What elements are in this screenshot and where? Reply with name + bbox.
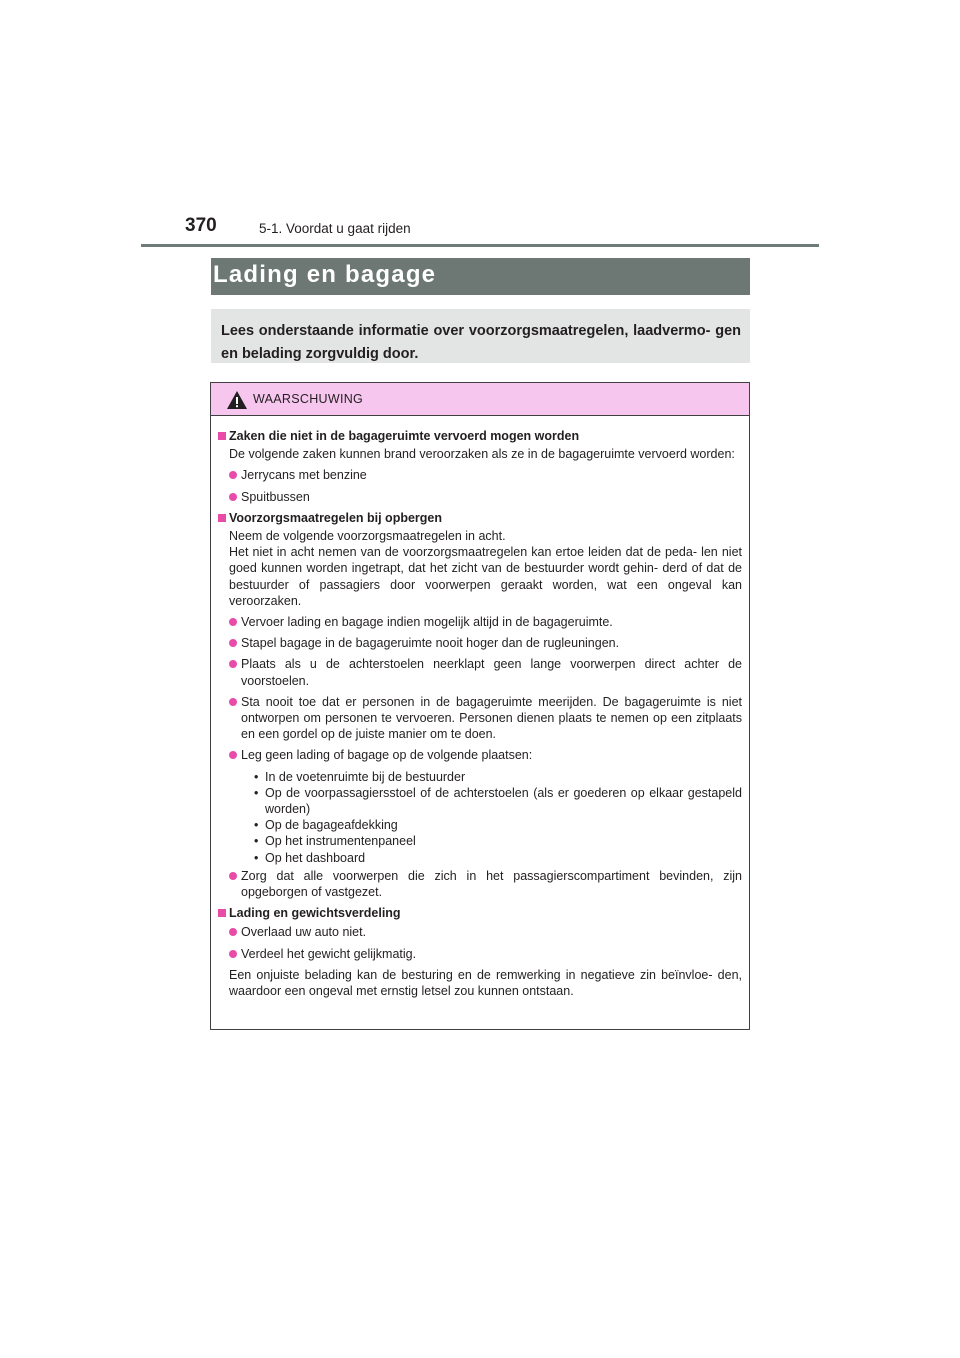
- dot-bullet-icon: [229, 698, 237, 706]
- paragraph: Neem de volgende voorzorgsmaatregelen in acht.: [229, 529, 506, 544]
- list-item-text: Leg geen lading of bagage op de volgende plaatsen:: [241, 748, 533, 763]
- list-item-text: Plaats als u de achterstoelen neerklapt geen lange voorwerpen direct achter de voorstoelen.: [241, 657, 742, 688]
- section-heading-text: Lading en gewichtsverdeling: [229, 906, 401, 921]
- list-item-text: Overlaad uw auto niet.: [241, 925, 367, 940]
- list-item-text: Jerrycans met benzine: [241, 468, 367, 483]
- list-item: [218, 694, 742, 743]
- section-label: 5-1. Voordat u gaat rijden: [259, 221, 411, 236]
- square-bullet-icon: [218, 432, 226, 440]
- list-item-text: Spuitbussen: [241, 489, 310, 504]
- title-bar: [211, 258, 750, 295]
- sub-bullet-icon: •: [254, 834, 259, 849]
- list-item-text: Stapel bagage in de bagageruimte nooit hoger dan de rugleuningen.: [241, 636, 620, 651]
- sub-list-item: [253, 769, 742, 785]
- list-item: [218, 467, 742, 483]
- section-heading-text: Zaken die niet in de bagageruimte vervoerd mogen worden: [229, 429, 580, 443]
- dot-bullet-icon: [229, 493, 237, 501]
- list-item: [218, 656, 742, 688]
- section-heading: [218, 510, 742, 526]
- list-item: [218, 868, 742, 900]
- sub-list-item: [253, 833, 742, 849]
- list-item: [218, 614, 742, 630]
- header-divider: [141, 244, 819, 247]
- list-item-text: Zorg dat alle voorwerpen die zich in het passagierscompartiment bevinden, zijn opgeborgen of vastgezet.: [241, 868, 742, 900]
- dot-bullet-icon: [229, 928, 237, 936]
- sub-list-item: [253, 785, 742, 817]
- dot-bullet-icon: [229, 950, 237, 958]
- warning-content: [211, 416, 749, 999]
- list-item: [218, 489, 742, 505]
- page-title: Lading en bagage: [213, 261, 437, 288]
- section-heading-text: Voorzorgsmaatregelen bij opbergen: [229, 510, 443, 525]
- list-item: [218, 747, 742, 763]
- dot-bullet-icon: [229, 660, 237, 668]
- square-bullet-icon: [218, 909, 226, 917]
- sub-bullet-icon: •: [254, 769, 259, 784]
- dot-bullet-icon: [229, 639, 237, 647]
- dot-bullet-icon: [229, 618, 237, 626]
- sub-list-item-text: Op de voorpassagiersstoel of de achterstoelen (als er goederen op elkaar gestapeld worden): [265, 785, 742, 817]
- sub-bullet-icon: •: [254, 850, 259, 865]
- list-item: [218, 946, 742, 962]
- intro-box: Lees onderstaande informatie over voorzorgsmaatregelen, laadvermo- gen en belading zorgvuldig door.: [211, 309, 750, 363]
- list-item: [218, 924, 742, 940]
- sub-bullet-icon: •: [254, 785, 259, 800]
- paragraph: De volgende zaken kunnen brand veroorzaken als ze in de bagageruimte vervoerd worden:: [229, 447, 735, 462]
- dot-bullet-icon: [229, 751, 237, 759]
- section-heading: [218, 428, 742, 444]
- paragraph: Het niet in acht nemen van de voorzorgsmaatregelen kan ertoe leiden dat de peda- len niet goed kunnen worden ingetrapt, dat het zicht van de bestuurder wordt gehin- derd of dat de bestuurder of passagiers door voorwerpen geraakt worden, wat een ongeval kan veroorzaken.: [229, 545, 742, 608]
- page-number: 370: [185, 215, 217, 236]
- dot-bullet-icon: [229, 872, 237, 880]
- warning-triangle-icon: [226, 390, 248, 410]
- sub-list: [218, 769, 742, 866]
- list-item-text: Verdeel het gewicht gelijkmatig.: [241, 946, 417, 961]
- sub-list-item: [253, 817, 742, 833]
- sub-list-item-text: Op de bagageafdekking: [265, 818, 398, 833]
- sub-list-item-text: In de voetenruimte bij de bestuurder: [265, 769, 466, 784]
- square-bullet-icon: [218, 514, 226, 522]
- sub-bullet-icon: •: [254, 818, 259, 833]
- dot-bullet-icon: [229, 471, 237, 479]
- paragraph: Een onjuiste belading kan de besturing en de remwerking in negatieve zin beïnvloe- den, waardoor een ongeval met ernstig letsel zou kunnen ontstaan.: [229, 967, 742, 999]
- sub-list-item-text: Op het dashboard: [265, 850, 366, 865]
- warning-box: [210, 382, 750, 1030]
- sub-list-item-text: Op het instrumentenpaneel: [265, 834, 416, 849]
- section-heading: [218, 905, 742, 921]
- warning-header: [211, 383, 749, 416]
- list-item: [218, 635, 742, 651]
- sub-list-item: [253, 850, 742, 866]
- warning-title: WAARSCHUWING: [253, 392, 364, 406]
- list-item-text: Sta nooit toe dat er personen in de bagageruimte meerijden. De bagageruimte is niet ontworpen om personen te vervoeren. Personen dienen plaats te nemen op een zitplaats en een gordel op de juiste manier om te doen.: [241, 694, 742, 742]
- list-item-text: Vervoer lading en bagage indien mogelijk altijd in de bagageruimte.: [241, 615, 613, 630]
